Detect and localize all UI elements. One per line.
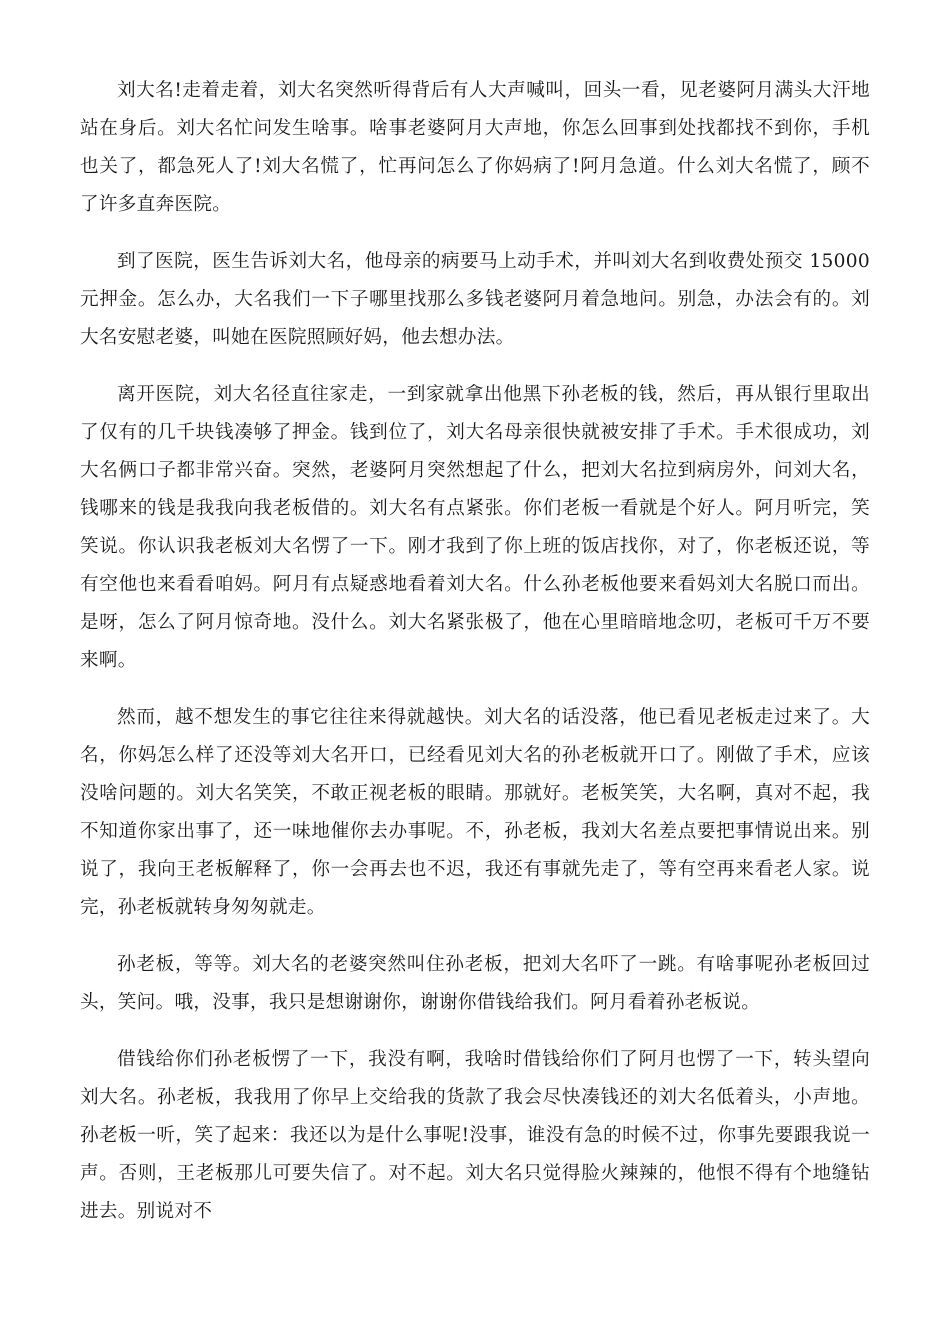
paragraph-2: 到了医院，医生告诉刘大名，他母亲的病要马上动手术，并叫刘大名到收费处预交 15000 元押金。怎么办，大名我们一下子哪里找那么多钱老婆阿月着急地问。别急，办法会有的。刘大名安慰老婆，叫她在医院照顾好妈，他去想办法。 (80, 251, 870, 348)
paragraph-5: 孙老板，等等。刘大名的老婆突然叫住孙老板，把刘大名吓了一跳。有啥事呢孙老板回过头，笑问。哦，没事，我只是想谢谢你，谢谢你借钱给我们。阿月看着孙老板说。 (80, 954, 870, 1013)
paragraph-3: 离开医院，刘大名径直往家走，一到家就拿出他黑下孙老板的钱，然后，再从银行里取出了仅有的几千块钱凑够了押金。钱到位了，刘大名母亲很快就被安排了手术。手术很成功，刘大名俩口子都非常兴奋。突然，老婆阿月突然想起了什么，把刘大名拉到病房外，问刘大名，钱哪来的钱是我我向我老板借的。刘大名有点紧张。你们老板一看就是个好人。阿月听完，笑笑说。你认识我老板刘大名愣了一下。刚才我到了你上班的饭店找你，对了，你老板还说，等有空他也来看看咱妈。阿月有点疑惑地看着刘大名。什么孙老板他要来看妈刘大名脱口而出。是呀，怎么了阿月惊奇地。没什么。刘大名紧张极了，他在心里暗暗地念叨，老板可千万不要来啊。 (80, 384, 870, 671)
document-body (80, 72, 870, 1250)
paragraph-6: 借钱给你们孙老板愣了一下，我没有啊，我啥时借钱给你们了阿月也愣了一下，转头望向刘大名。孙老板，我我用了你早上交给我的货款了我会尽快凑钱还的刘大名低着头，小声地。孙老板一听，笑了起来：我还以为是什么事呢!没事，谁没有急的时候不过，你事先要跟我说一声。否则，王老板那儿可要失信了。对不起。刘大名只觉得脸火辣辣的，他恨不得有个地缝钻进去。别说对不 (80, 1049, 870, 1222)
paragraph-1: 刘大名!走着走着，刘大名突然听得背后有人大声喊叫，回头一看，见老婆阿月满头大汗地站在身后。刘大名忙问发生啥事。啥事老婆阿月大声地，你怎么回事到处找都找不到你，手机也关了，都急死人了!刘大名慌了，忙再问怎么了你妈病了!阿月急道。什么刘大名慌了，顾不了许多直奔医院。 (80, 80, 870, 215)
paragraph-4: 然而，越不想发生的事它往往来得就越快。刘大名的话没落，他已看见老板走过来了。大名，你妈怎么样了还没等刘大名开口，已经看见刘大名的孙老板就开口了。刚做了手术，应该没啥问题的。刘大名笑笑，不敢正视老板的眼睛。那就好。老板笑笑，大名啊，真对不起，我不知道你家出事了，还一味地催你去办事呢。不，孙老板，我刘大名差点要把事情说出来。别说了，我向王老板解释了，你一会再去也不迟，我还有事就先走了，等有空再来看老人家。说完，孙老板就转身匆匆就走。 (80, 707, 870, 918)
